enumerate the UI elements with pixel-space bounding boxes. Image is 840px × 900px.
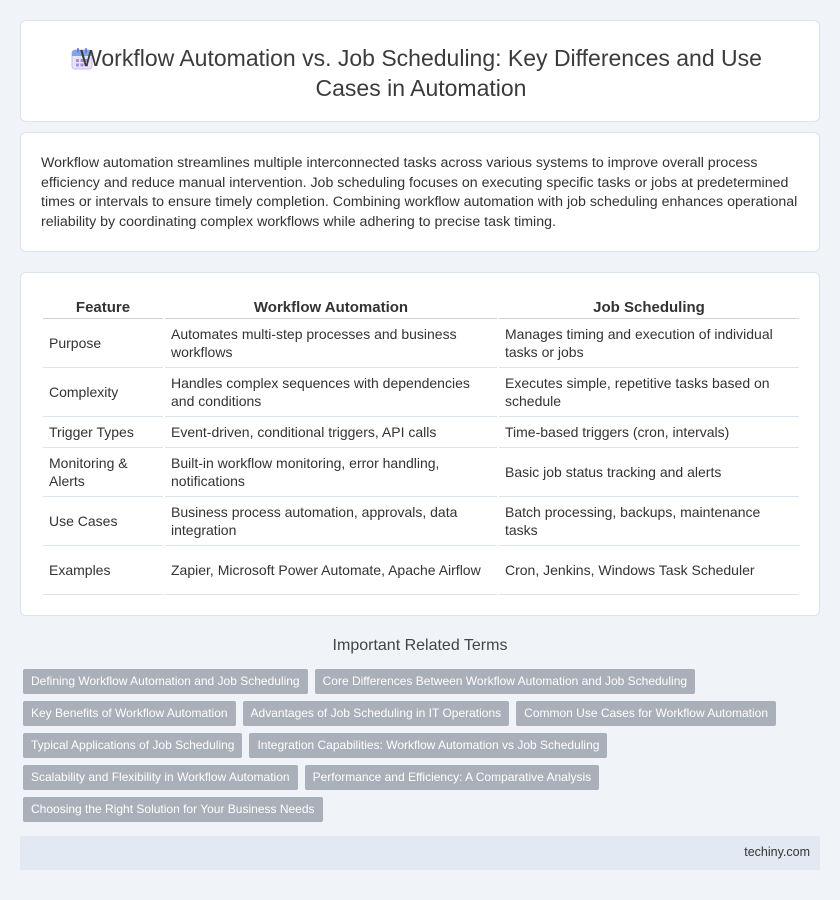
scheduling-cell: Basic job status tracking and alerts	[499, 448, 799, 497]
feature-cell: Complexity	[43, 368, 163, 417]
table-row	[43, 417, 799, 448]
header-job-scheduling: Job Scheduling	[499, 295, 799, 319]
table-row	[43, 448, 799, 497]
feature-cell: Examples	[43, 546, 163, 595]
related-terms-title: Important Related Terms	[332, 637, 508, 654]
comparison-card	[20, 272, 820, 616]
comparison-table	[41, 295, 801, 595]
header-workflow-automation: Workflow Automation	[165, 295, 497, 319]
related-tag[interactable]: Performance and Efficiency: A Comparative Analysis	[305, 765, 600, 790]
footer	[20, 836, 820, 870]
scheduling-cell: Batch processing, backups, maintenance tasks	[499, 497, 799, 546]
feature-cell: Purpose	[43, 319, 163, 368]
table-row	[43, 497, 799, 546]
scheduling-cell: Cron, Jenkins, Windows Task Scheduler	[499, 546, 799, 595]
intro-text: Workflow automation streamlines multiple interconnected tasks across various systems to improve overall process efficiency and reduce manual intervention. Job scheduling focuses on executing specific tasks or jobs at predetermined times or intervals to ensure timely completion. Combining workflow automation with job scheduling enhances operational reliability by coordinating complex workflows while adhering to precise task timing.	[41, 155, 798, 230]
related-tag[interactable]: Defining Workflow Automation and Job Scheduling	[23, 669, 308, 694]
related-tag[interactable]: Core Differences Between Workflow Automation and Job Scheduling	[315, 669, 695, 694]
intro-card	[20, 132, 820, 252]
related-tag[interactable]: Integration Capabilities: Workflow Automation vs Job Scheduling	[249, 733, 607, 758]
table-row	[43, 319, 799, 368]
table-row	[43, 368, 799, 417]
related-tag[interactable]: Key Benefits of Workflow Automation	[23, 701, 236, 726]
scheduling-cell: Manages timing and execution of individual tasks or jobs	[499, 319, 799, 368]
page-title: Workflow Automation vs. Job Scheduling: Key Differences and Use Cases in Automation	[80, 45, 762, 101]
workflow-cell: Event-driven, conditional triggers, API calls	[165, 417, 497, 448]
workflow-cell: Automates multi-step processes and business workflows	[165, 319, 497, 368]
feature-cell: Trigger Types	[43, 417, 163, 448]
related-terms-tags	[23, 669, 813, 829]
workflow-cell: Business process automation, approvals, data integration	[165, 497, 497, 546]
related-tag[interactable]: Choosing the Right Solution for Your Business Needs	[23, 797, 323, 822]
related-tag[interactable]: Advantages of Job Scheduling in IT Operations	[243, 701, 510, 726]
workflow-cell: Handles complex sequences with dependencies and conditions	[165, 368, 497, 417]
feature-cell: Use Cases	[43, 497, 163, 546]
related-tag[interactable]: Typical Applications of Job Scheduling	[23, 733, 242, 758]
related-tag[interactable]: Scalability and Flexibility in Workflow Automation	[23, 765, 298, 790]
header-card	[20, 20, 820, 122]
header-feature: Feature	[43, 295, 163, 319]
site-name[interactable]: techiny.com	[744, 845, 810, 859]
table-row	[43, 546, 799, 595]
workflow-cell: Zapier, Microsoft Power Automate, Apache Airflow	[165, 546, 497, 595]
related-tag[interactable]: Common Use Cases for Workflow Automation	[516, 701, 776, 726]
feature-cell: Monitoring & Alerts	[43, 448, 163, 497]
workflow-cell: Built-in workflow monitoring, error handling, notifications	[165, 448, 497, 497]
scheduling-cell: Executes simple, repetitive tasks based on schedule	[499, 368, 799, 417]
scheduling-cell: Time-based triggers (cron, intervals)	[499, 417, 799, 448]
